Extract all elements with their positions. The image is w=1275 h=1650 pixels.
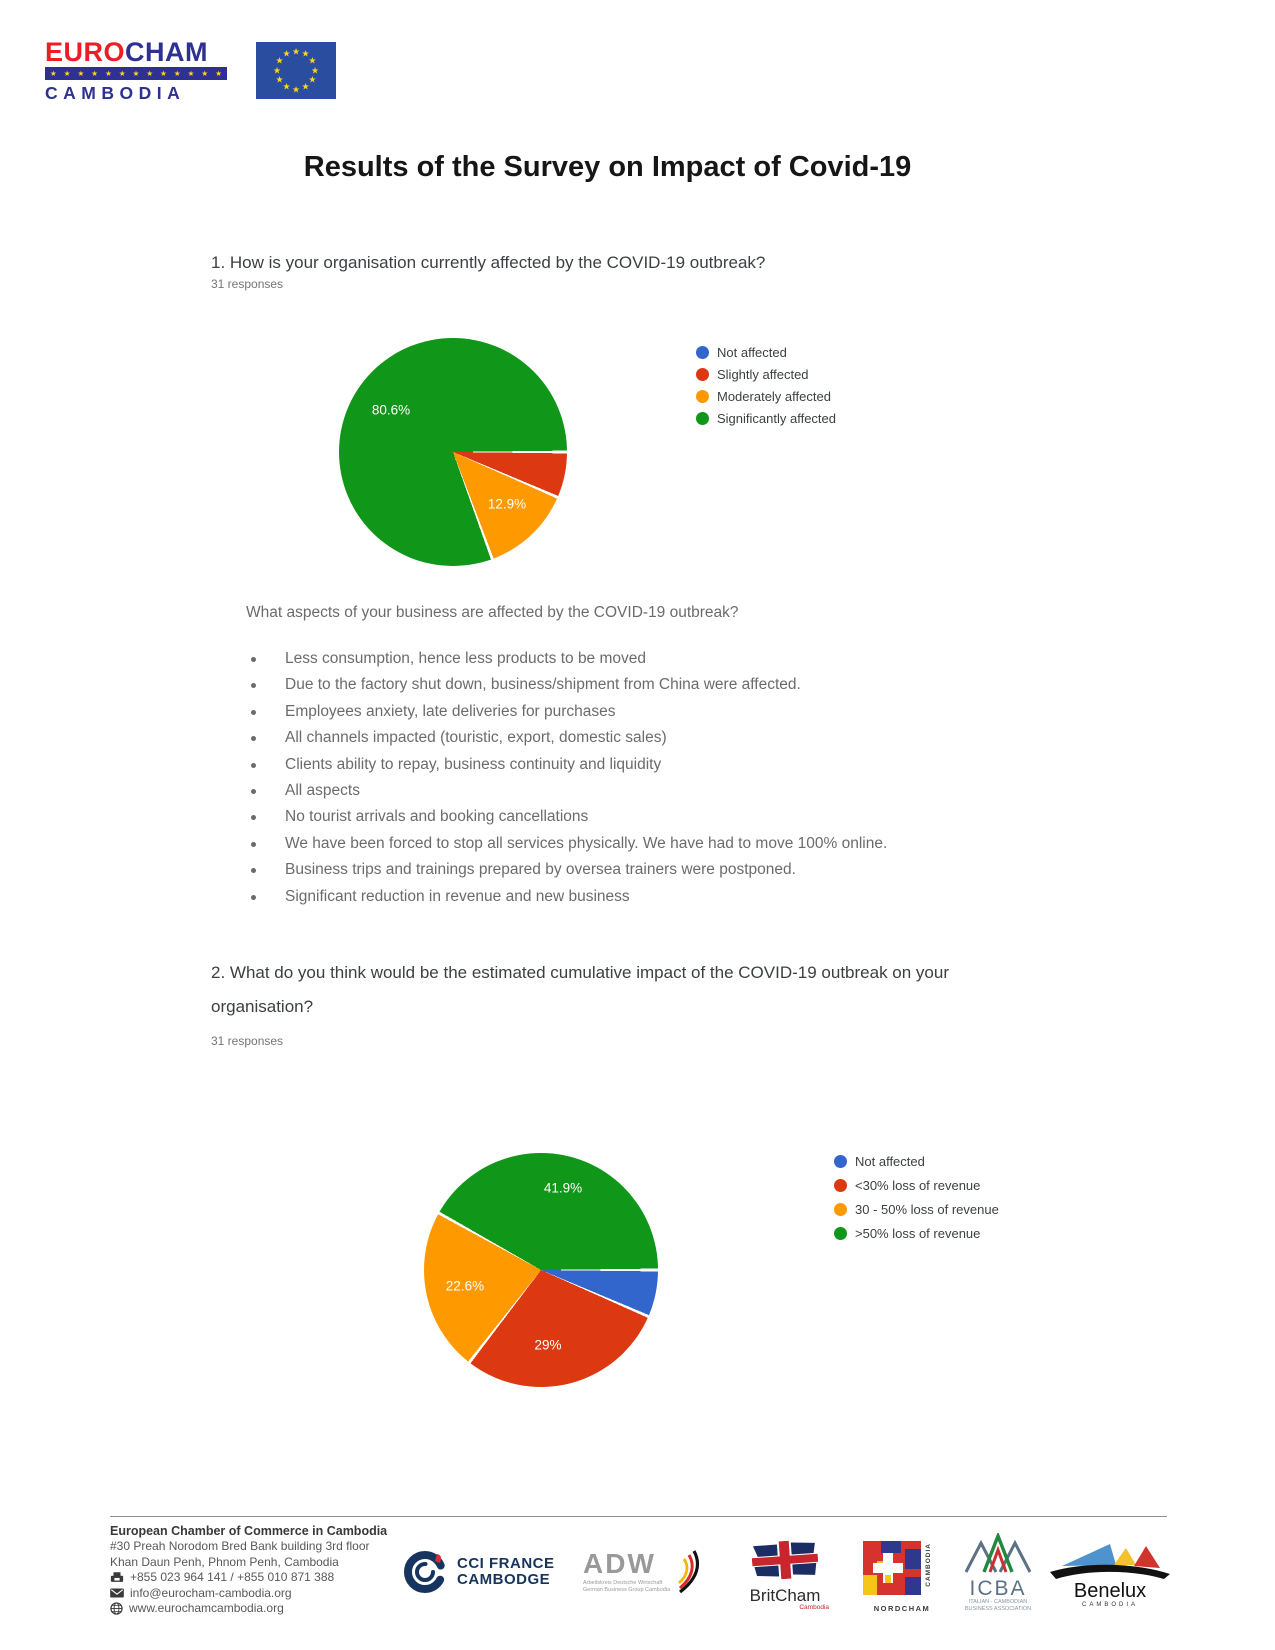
eu-star: ★ — [291, 84, 301, 94]
adw-flame-icon — [674, 1550, 700, 1594]
adw-subtitle — [583, 1580, 670, 1593]
eu-star: ★ — [272, 65, 282, 75]
question-1-title: 1. How is your organisation currently affected by the COVID-19 outbreak? — [211, 253, 766, 272]
eurocham-wordmark — [45, 38, 227, 66]
question-1-responses: 31 responses — [211, 277, 284, 291]
nordcham-cambodia-text: CAMBODIA — [925, 1543, 932, 1587]
eu-star: ★ — [275, 55, 284, 66]
legend-row — [696, 385, 836, 407]
aspects-heading: What aspects of your business are affected by the COVID-19 outbreak? — [246, 604, 739, 621]
brand-star: ★ — [187, 68, 195, 78]
aspects-list — [246, 646, 887, 910]
org-name: European Chamber of Commerce in Cambodia — [110, 1524, 388, 1538]
pie-slice-label: 12.9% — [487, 496, 527, 512]
legend-dot — [834, 1227, 847, 1240]
footer-contact-block — [110, 1523, 410, 1617]
legend-label: >50% loss of revenue — [855, 1225, 981, 1241]
legend-dot — [696, 368, 709, 381]
benelux-name: Benelux — [1073, 1580, 1147, 1602]
legend-dot — [834, 1179, 847, 1192]
icba-subtitle-line-2: BUSINESS ASSOCIATION — [964, 1605, 1032, 1612]
icba-logo — [960, 1533, 1036, 1612]
brand-star: ★ — [160, 68, 167, 78]
legend-dot — [696, 390, 709, 403]
benelux-logo — [1048, 1538, 1172, 1608]
legend-dot — [696, 346, 709, 359]
brand-star: ★ — [105, 68, 112, 78]
list-item: No tourist arrivals and booking cancellations — [246, 804, 887, 830]
phone-row — [110, 1570, 410, 1586]
brand-star: ★ — [173, 68, 181, 78]
britcham-flag-icon — [751, 1539, 819, 1582]
pie-slice-label: 29% — [534, 1337, 562, 1353]
eu-star: ★ — [310, 65, 320, 75]
nordcham-logo — [863, 1541, 941, 1613]
list-item: All aspects — [246, 778, 887, 804]
list-item: Significant reduction in revenue and new business — [246, 884, 887, 910]
globe-icon — [110, 1602, 123, 1615]
legend-label: Slightly affected — [717, 366, 809, 382]
legend-dot — [834, 1155, 847, 1168]
brand-star: ★ — [146, 68, 154, 78]
pie-chart-2 — [424, 1153, 658, 1387]
legend-row — [696, 407, 836, 429]
list-item: Clients ability to repay, business continuity and liquidity — [246, 752, 887, 778]
cci-ring-icon — [401, 1548, 449, 1596]
eu-star: ★ — [301, 48, 310, 59]
icba-subtitle — [960, 1599, 1036, 1612]
legend-row — [834, 1221, 999, 1245]
legend-label: Not affected — [717, 344, 787, 360]
pie-slice-label: 22.6% — [445, 1278, 485, 1294]
icba-name: ICBA — [969, 1577, 1027, 1600]
legend-row — [834, 1197, 999, 1221]
eurocham-logo — [45, 38, 227, 104]
cci-line-1: CCI FRANCE — [457, 1554, 555, 1572]
nordcham-mosaic-icon — [863, 1541, 921, 1595]
cci-line-2: CAMBODGE — [457, 1571, 551, 1588]
phone-number: +855 023 964 141 / +855 010 871 388 — [130, 1570, 335, 1584]
address-line-2: Khan Daun Penh, Phnom Penh, Cambodia — [110, 1554, 339, 1569]
brand-star: ★ — [201, 68, 209, 78]
icba-subtitle-line-1: ITALIAN - CAMBODIAN — [968, 1599, 1028, 1605]
legend-label: Moderately affected — [717, 388, 831, 404]
legend-label: 30 - 50% loss of revenue — [855, 1201, 999, 1217]
website-url: www.eurochamcambodia.org — [129, 1601, 284, 1615]
adw-subtitle-line-2: German Business Group Cambodia — [583, 1586, 671, 1593]
list-item: Business trips and trainings prepared by oversea trainers were postponed. — [246, 857, 887, 883]
pie-chart-1 — [339, 338, 567, 566]
brand-star: ★ — [215, 68, 222, 78]
legend-label: Not affected — [855, 1153, 925, 1169]
eurocham-cambodia-text: CAMBODIA — [45, 83, 186, 103]
cci-text — [457, 1556, 555, 1589]
britcham-name: BritCham — [749, 1586, 821, 1605]
legend-row — [696, 363, 836, 385]
list-item: All channels impacted (touristic, export, domestic sales) — [246, 725, 887, 751]
legend-row — [696, 341, 836, 363]
email-row — [110, 1586, 410, 1602]
adw-text-block — [583, 1550, 670, 1593]
eu-star: ★ — [308, 74, 317, 85]
pie-slice-label: 41.9% — [543, 1180, 583, 1196]
adw-logo — [583, 1550, 700, 1594]
question-2-title: 2. What do you think would be the estimated cumulative impact of the COVID-19 outbreak on your organisation? — [211, 963, 949, 1016]
page-title: Results of the Survey on Impact of Covid-19 — [303, 151, 912, 183]
list-item: Employees anxiety, late deliveries for purchases — [246, 699, 887, 725]
eu-star: ★ — [308, 55, 317, 66]
benelux-swoosh-icon — [1048, 1538, 1172, 1582]
icba-arches-icon — [962, 1533, 1034, 1573]
eu-flag — [256, 42, 336, 99]
question-2-responses: 31 responses — [211, 1034, 284, 1048]
brand-star: ★ — [132, 68, 140, 78]
eu-star: ★ — [301, 81, 310, 92]
eurocham-star-bar — [45, 67, 227, 80]
list-item: Less consumption, hence less products to be moved — [246, 646, 887, 672]
list-item: Due to the factory shut down, business/shipment from China were affected. — [246, 672, 887, 698]
adw-subtitle-line-1: Arbeitskreis Deutsche Wirtschaft — [583, 1580, 663, 1586]
address-line-1: #30 Preah Norodom Bred Bank building 3rd floor — [110, 1539, 370, 1553]
pie-slice-label: 80.6% — [371, 402, 411, 418]
eu-star: ★ — [291, 46, 301, 56]
cci-france-cambodge-logo — [401, 1548, 555, 1596]
fax-icon — [110, 1572, 124, 1583]
brand-star: ★ — [77, 68, 85, 78]
eurocham-euro-text: EURO — [45, 37, 126, 67]
brand-star: ★ — [91, 68, 99, 78]
brand-star: ★ — [118, 68, 126, 78]
eu-star: ★ — [282, 81, 291, 92]
brand-star: ★ — [50, 68, 57, 78]
brand-star: ★ — [63, 68, 71, 78]
legend-dot — [696, 412, 709, 425]
email-address: info@eurocham-cambodia.org — [130, 1585, 292, 1600]
website-row — [110, 1601, 410, 1617]
legend-label: <30% loss of revenue — [855, 1177, 981, 1193]
list-item: We have been forced to stop all services physically. We have had to move 100% online. — [246, 831, 887, 857]
legend-1 — [696, 341, 836, 429]
legend-dot — [834, 1203, 847, 1216]
envelope-icon — [110, 1588, 124, 1598]
adw-name: ADW — [583, 1548, 656, 1579]
britcham-sub: Cambodia — [799, 1604, 829, 1611]
legend-row — [834, 1173, 999, 1197]
nordcham-name: NORDCHAM — [873, 1604, 931, 1613]
eurocham-cham-text: CHAM — [125, 37, 209, 67]
legend-label: Significantly affected — [717, 410, 836, 426]
legend-2 — [834, 1149, 999, 1245]
britcham-logo — [727, 1541, 843, 1611]
eu-star: ★ — [282, 48, 291, 59]
legend-row — [834, 1149, 999, 1173]
benelux-cambodia-text: CAMBODIA — [1081, 1602, 1138, 1608]
footer-divider — [110, 1516, 1167, 1517]
eu-star: ★ — [275, 74, 284, 85]
